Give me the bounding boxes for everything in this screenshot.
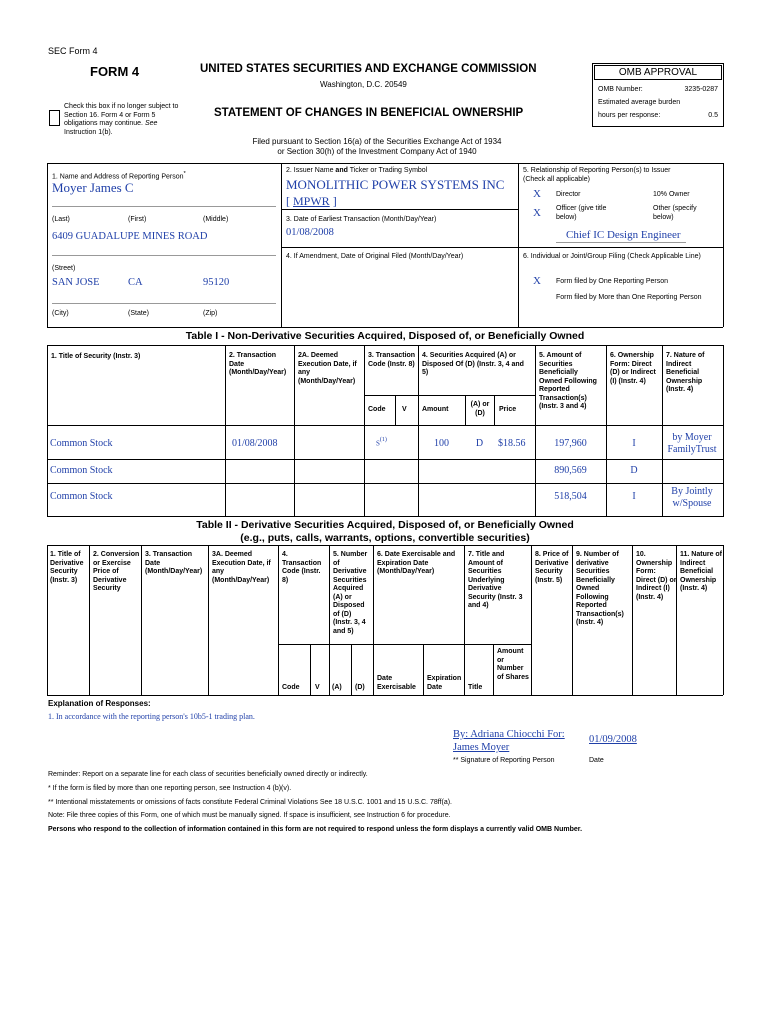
t2-h8: 8. Price of Derivative Security (Instr. 5) — [535, 551, 569, 584]
t1-sub-v: V — [402, 406, 407, 413]
filed-pursuant: Filed pursuant to Section 16(a) of the Securities Exchange Act of 1934 or Section 30(h) of the Investment Company Act of 1940 — [252, 137, 502, 156]
agency-title: UNITED STATES SECURITIES AND EXCHANGE COMMISSION — [200, 63, 537, 75]
t1-h4: 4. Securities Acquired (A) or Disposed Of (D) (Instr. 3, 4 and 5) — [422, 352, 524, 376]
other-label: Other (specify below) — [653, 205, 697, 221]
t2-h1: 1. Title of Derivative Security (Instr. 3) — [50, 551, 84, 584]
explanation-label: Explanation of Responses: — [48, 699, 151, 708]
t2-sub-exp: Expiration Date — [427, 675, 462, 691]
officer-check[interactable]: X — [533, 207, 541, 219]
table-row-code: $s^{(1)}$ — [376, 437, 387, 449]
issuer-ticker: [ MPWR ] — [286, 194, 337, 208]
address-city: SAN JOSE — [52, 277, 100, 288]
relationship-label: 5. Relationship of Reporting Person(s) to Issuer (Check all applicable) — [523, 167, 671, 183]
omb-burden-label: Estimated average burden — [598, 99, 681, 106]
table-row-owned: 518,504 — [554, 491, 587, 502]
footer-note-2: ** Intentional misstatements or omissions of facts constitute Federal Criminal Violations See 18 U.S.C. 1001 and 15 U.S.C. 78ff(a). — [48, 799, 452, 806]
filing-label: 6. Individual or Joint/Group Filing (Check Applicable Line) — [523, 253, 701, 260]
form-title: FORM 4 — [90, 64, 140, 79]
director-check[interactable]: X — [533, 188, 541, 200]
no-longer-subject-checkbox[interactable] — [49, 110, 60, 126]
reminder-text: Reminder: Report on a separate line for each class of securities beneficially owned directly or indirectly. — [48, 771, 368, 778]
more-persons-label: Form filed by More than One Reporting Person — [556, 294, 702, 301]
signature-by: By: Adriana Chiocchi For: James Moyer — [453, 729, 565, 753]
issuer-label: 2. Issuer Name and Ticker or Trading Symbol — [286, 167, 428, 174]
t1-sub-aord: (A) or (D) — [470, 401, 490, 417]
reporting-person-label: 1. Name and Address of Reporting Person* — [52, 171, 186, 181]
signature-label: ** Signature of Reporting Person — [453, 757, 555, 764]
t1-h3: 3. Transaction Code (Instr. 8) — [368, 352, 416, 368]
footer-note-4: Persons who respond to the collection of information contained in this form are not required to respond unless the form displays a currently valid OMB Number. — [48, 826, 583, 833]
t1-h7: 7. Nature of Indirect Beneficial Ownership (Instr. 4) — [666, 352, 705, 393]
t1-h1: 1. Title of Security (Instr. 3) — [51, 353, 141, 360]
table-row-form: I — [632, 491, 636, 502]
earliest-transaction-label: 3. Date of Earliest Transaction (Month/Day/Year) — [286, 216, 437, 223]
issuer-name: MONOLITHIC POWER SYSTEMS INC — [286, 177, 505, 192]
state-label: (State) — [128, 310, 150, 317]
amendment-label: 4. If Amendment, Date of Original Filed (Month/Day/Year) — [286, 253, 464, 260]
t2-sub-v: V — [315, 684, 320, 691]
checkbox-text: Check this box if no longer subject to Section 16. Form 4 or Form 5 obligations may continue. See Instruction 1(b). — [64, 103, 179, 136]
table-row-title: Common Stock — [50, 438, 113, 449]
ten-pct-owner-label: 10% Owner — [653, 191, 690, 198]
street-label: (Street) — [52, 265, 76, 272]
city-label: (City) — [52, 310, 69, 317]
t2-sub-amount: Amount or Number of Shares — [497, 648, 529, 681]
first-label: (First) — [128, 216, 147, 223]
footer-note-1: * If the form is filed by more than one reporting person, see Instruction 4 (b)(v). — [48, 785, 292, 792]
t2-sub-title: Title — [468, 684, 483, 691]
t1-sub-price: Price — [499, 406, 517, 413]
last-label: (Last) — [52, 216, 70, 223]
t1-h5: 5. Amount of Securities Beneficially Owned Following Reported Transaction(s) (Instr. 3 and 4) — [539, 352, 597, 410]
t1-sub-code: Code — [368, 406, 386, 413]
t2-h9: 9. Number of derivative Securities Beneficially Owned Following Reported Transaction(s) (Instr. 4) — [576, 551, 624, 626]
t2-h3: 3. Transaction Date (Month/Day/Year) — [145, 551, 203, 575]
t2-h3a: 3A. Deemed Execution Date, if any (Month/Day/Year) — [212, 551, 271, 584]
table-row-price: $18.56 — [498, 438, 526, 449]
table-row-form: I — [632, 438, 636, 449]
t2-h5: 5. Number of Derivative Securities Acquired (A) or Disposed of (D) (Instr. 3, 4 and 5) — [333, 551, 368, 635]
t2-h7: 7. Title and Amount of Securities Underlying Derivative Security (Instr. 3 and 4) — [468, 551, 523, 609]
t1-sub-amount: Amount — [422, 406, 449, 413]
zip-label: (Zip) — [203, 310, 218, 317]
table-row-title: Common Stock — [50, 465, 113, 476]
table-row-date: 01/08/2008 — [232, 438, 278, 449]
t1-h2a: 2A. Deemed Execution Date, if any (Month/Day/Year) — [298, 352, 357, 385]
table-row-amount: 100 — [434, 438, 449, 449]
omb-hours-value: 0.5 — [708, 112, 718, 119]
omb-box — [592, 63, 724, 127]
one-person-check[interactable]: X — [533, 275, 541, 287]
one-person-label: Form filed by One Reporting Person — [556, 278, 669, 285]
t2-sub-a: (A) — [332, 684, 342, 691]
omb-number-label: OMB Number: — [598, 86, 643, 93]
t2-h11: 11. Nature of Indirect Beneficial Ownership (Instr. 4) — [680, 551, 723, 592]
omb-hours-label: hours per response: — [598, 112, 661, 119]
signature-date: 01/09/2008 — [589, 734, 637, 745]
address-zip: 95120 — [203, 277, 230, 288]
officer-title: Chief IC Design Engineer — [566, 229, 681, 241]
reporting-person-name: Moyer James C — [52, 180, 134, 195]
officer-label: Officer (give title below) — [556, 205, 607, 221]
agency-location: Washington, D.C. 20549 — [320, 80, 407, 89]
table-row-title: Common Stock — [50, 491, 113, 502]
footnote-1: 1. In accordance with the reporting person's 10b5-1 trading plan. — [48, 712, 255, 721]
address-street: 6409 GUADALUPE MINES ROAD — [52, 231, 208, 242]
earliest-transaction-date: 01/08/2008 — [286, 227, 334, 238]
date-label: Date — [589, 757, 604, 764]
table-row-owned: 197,960 — [554, 438, 587, 449]
director-label: Director — [556, 191, 581, 198]
t2-sub-code: Code — [282, 684, 300, 691]
address-state: CA — [128, 277, 143, 288]
t2-sub-d: (D) — [355, 684, 365, 691]
t1-h2: 2. Transaction Date (Month/Day/Year) — [229, 352, 287, 376]
t2-h2: 2. Conversion or Exercise Price of Derivative Security — [93, 551, 140, 592]
t2-h10: 10. Ownership Form: Direct (D) or Indirect (I) (Instr. 4) — [636, 551, 677, 601]
table-row-nature: by Moyer FamilyTrust — [667, 432, 717, 455]
omb-number-value: 3235-0287 — [684, 86, 718, 93]
table-row-aord: D — [475, 438, 484, 449]
t1-h6: 6. Ownership Form: Direct (D) or Indirect (I) (Instr. 4) — [610, 352, 656, 385]
middle-label: (Middle) — [203, 216, 229, 223]
table-row-nature: By Jointly w/Spouse — [671, 486, 713, 509]
sec-form-label: SEC Form 4 — [48, 46, 98, 56]
table-row-form: D — [630, 465, 638, 476]
t2-h6: 6. Date Exercisable and Expiration Date (Month/Day/Year) — [377, 551, 456, 575]
t2-sub-date-ex: Date Exercisable — [377, 675, 416, 691]
omb-title: OMB APPROVAL — [594, 65, 722, 80]
table-row-owned: 890,569 — [554, 465, 587, 476]
footer-note-3: Note: File three copies of this Form, one of which must be manually signed. If space is insufficient, see Instruction 6 for procedure. — [48, 812, 451, 819]
table2-title: Table II - Derivative Securities Acquired, Disposed of, or Beneficially Owned (e.g., puts, calls, warrants, options, convertible securities) — [196, 519, 574, 544]
statement-title: STATEMENT OF CHANGES IN BENEFICIAL OWNERSHIP — [214, 107, 524, 119]
t2-h4: 4. Transaction Code (Instr. 8) — [282, 551, 322, 584]
table1-title: Table I - Non-Derivative Securities Acquired, Disposed of, or Beneficially Owned — [185, 330, 585, 342]
